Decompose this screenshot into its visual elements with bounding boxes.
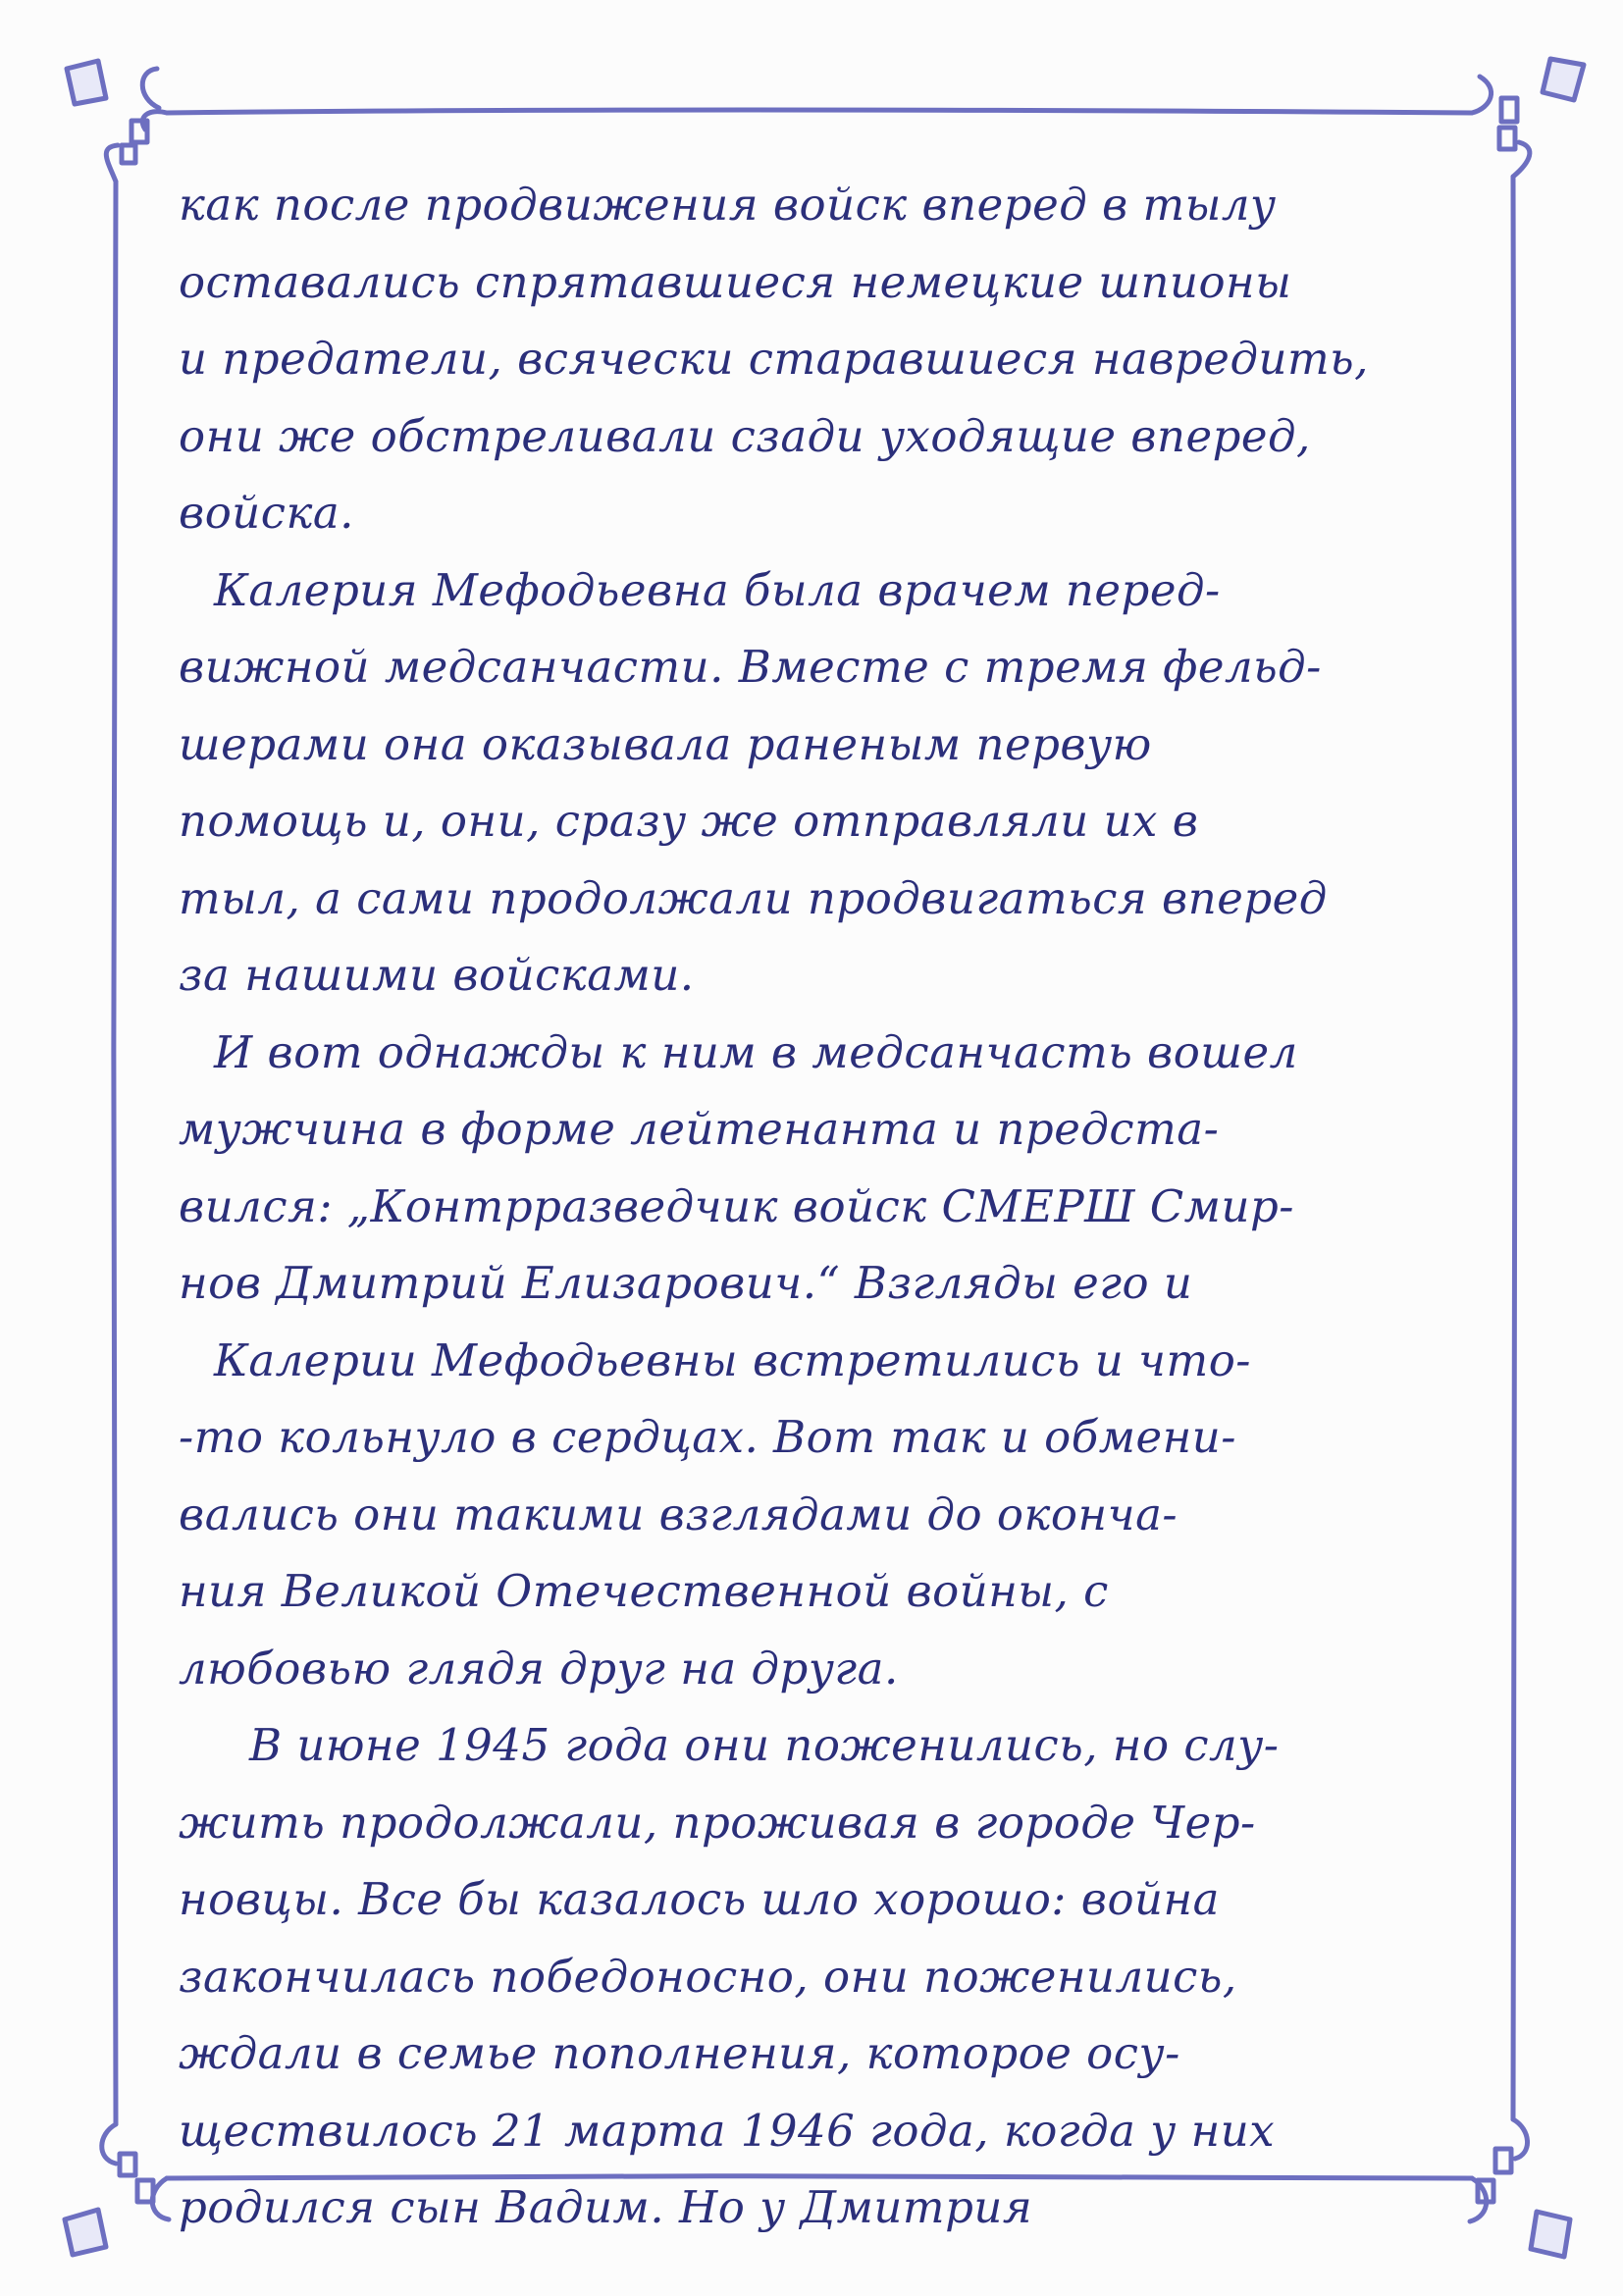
text-line: ждали в семье пополнения, которое осу- [179,2027,1180,2079]
text-line: как после продвижения войск вперед в тылу [179,179,1277,231]
text-line: И вот однажды к ним в медсанчасть вошел [214,1025,1298,1078]
text-line: любовью глядя друг на друга. [179,1642,899,1695]
text-line: шерами она оказывала раненым первую [179,717,1152,770]
text-line: они же обстреливали сзади уходящие вперед, [179,409,1311,462]
text-line: за нашими войсками. [179,949,695,1001]
corner-ornament-bottom-left [65,2124,169,2255]
border-top-line [167,110,1472,113]
border-right-line [1513,177,1515,2119]
border-left-line [114,182,116,2124]
text-line: мужчина в форме лейтенанта и предста- [179,1103,1220,1155]
text-line: Калерии Мефодьевны встретились и что- [214,1333,1252,1386]
text-line: войска. [179,487,354,539]
text-line: помощь и, они, сразу же отправляли их в [179,795,1199,847]
text-line: ществилось 21 марта 1946 года, когда у них [179,2104,1276,2157]
corner-ornament-top-right [1472,59,1584,177]
text-line: родился сын Вадим. Но у Дмитрия [179,2181,1033,2233]
text-line: вались они такими взглядами до оконча- [179,1487,1178,1540]
text-line: Калерия Мефодьевна была врачем перед- [214,563,1221,616]
text-line: оставались спрятавшиеся немецкие шпионы [179,255,1292,308]
text-line: -то кольнуло в сердцах. Вот так и обмени- [179,1411,1236,1463]
text-line: ния Великой Отечественной войны, с [179,1565,1109,1617]
handwritten-text [179,167,1513,2247]
text-line: В июне 1945 года они поженились, но слу- [249,1719,1280,1771]
text-line: нов Дмитрий Елизарович.“ Взгляды его и [179,1257,1193,1309]
text-line: и предатели, всячески старавшиеся навредить, [179,333,1369,385]
text-line: вился: „Контрразведчик войск СМЕРШ Смир- [179,1179,1294,1232]
corner-ornament-top-left [67,61,167,182]
text-line: закончилась победоносно, они поженились, [179,1950,1237,2003]
text-line: вижной медсанчасти. Вместе с тремя фельд- [179,641,1322,693]
text-line: тыл, а сами продолжали продвигаться вперед [179,871,1328,924]
text-line: новцы. Все бы казалось шло хорошо: война [179,1873,1220,1925]
text-line: жить продолжали, проживая в городе Чер- [179,1796,1256,1849]
